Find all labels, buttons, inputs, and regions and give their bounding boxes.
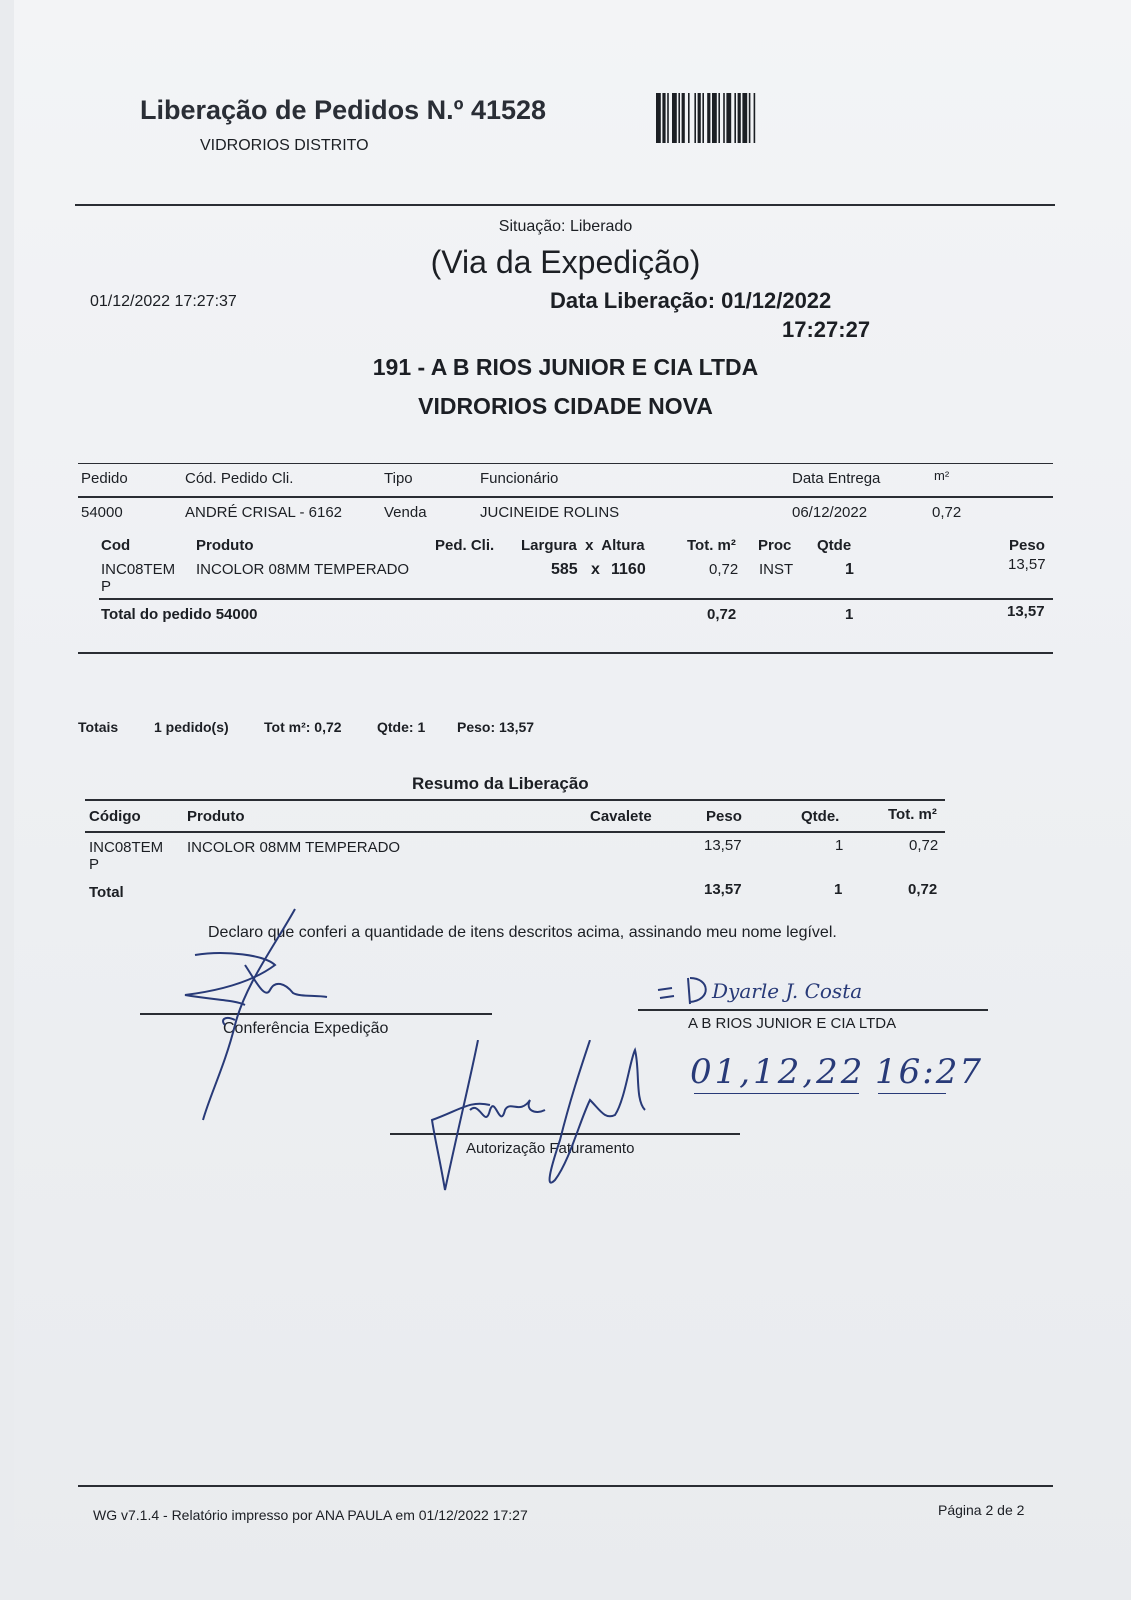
client-store: VIDRORIOS CIDADE NOVA (418, 393, 713, 419)
summary-total-peso: 13,57 (704, 881, 742, 898)
col-header-funcionario: Funcionário (480, 470, 559, 487)
status-label: Situação: Liberado (498, 218, 633, 235)
item-header-largura-altura: Largura x Altura (521, 537, 645, 554)
item-header-produto: Produto (196, 537, 254, 554)
totals-orders: 1 pedido(s) (154, 719, 229, 735)
delivery-date: 06/12/2022 (792, 504, 868, 521)
divider (78, 652, 1053, 654)
summary-peso: 13,57 (704, 837, 742, 854)
col-header-tipo: Tipo (384, 470, 413, 487)
client-signature-label: A B RIOS JUNIOR E CIA LTDA (688, 1015, 897, 1032)
footer-printed-by: WG v7.1.4 - Relatório impresso por ANA PAULA em 01/12/2022 17:27 (93, 1507, 528, 1523)
print-datetime: 01/12/2022 17:27:37 (90, 293, 237, 310)
divider (78, 1485, 1053, 1487)
declaration-text: Declaro que conferi a quantidade de itens descritos acima, assinando meu nome legível. (208, 924, 837, 941)
summary-tot-m2: 0,72 (909, 837, 939, 854)
document-title: Liberação de Pedidos N.º 41528 (140, 95, 547, 125)
summary-code-cont: P (89, 856, 100, 873)
summary-header-produto: Produto (187, 808, 245, 825)
summary-product: INCOLOR 08MM TEMPERADO (187, 839, 401, 856)
client-handwritten-name: Dyarle J. Costa (712, 979, 863, 1003)
item-x: x (591, 561, 600, 578)
item-tot-m2: 0,72 (709, 561, 739, 578)
summary-header-tot-m2: Tot. m² (888, 806, 937, 823)
summary-title: Resumo da Liberação (412, 774, 589, 793)
item-header-qtde: Qtde (817, 537, 852, 554)
summary-header-qtde: Qtde. (801, 808, 840, 825)
barcode-icon (656, 93, 826, 143)
client-name: 191 - A B RIOS JUNIOR E CIA LTDA (372, 354, 759, 380)
handwritten-time: 16:27 (875, 1052, 983, 1092)
totals-m2: Tot m²: 0,72 (264, 719, 342, 735)
order-total-label: Total do pedido 54000 (101, 606, 258, 623)
item-header-peso: Peso (1009, 537, 1045, 554)
order-total-peso: 13,57 (1007, 603, 1045, 620)
totals-qtde: Qtde: 1 (377, 719, 426, 735)
summary-total-tot-m2: 0,72 (908, 881, 938, 898)
summary-code: INC08TEM (89, 839, 164, 856)
item-code-cont: P (101, 578, 112, 595)
footer-page: Página 2 de 2 (938, 1502, 1025, 1518)
item-header-ped-cli: Ped. Cli. (435, 537, 495, 554)
item-peso: 13,57 (1008, 556, 1046, 573)
summary-header-peso: Peso (706, 808, 742, 825)
handwritten-date: 01,12,22 (690, 1052, 866, 1092)
item-width: 585 (551, 561, 578, 578)
item-header-proc: Proc (758, 537, 792, 554)
conferencia-label: Conferência Expedição (223, 1020, 389, 1037)
col-header-cod-pedido-cli: Cód. Pedido Cli. (185, 470, 294, 487)
divider (78, 496, 1053, 498)
order-total-m2: 0,72 (707, 606, 737, 623)
autorizacao-label: Autorização Faturamento (466, 1140, 635, 1157)
totals-peso: Peso: 13,57 (457, 719, 535, 735)
summary-header-codigo: Código (89, 808, 141, 825)
item-header-tot-m2: Tot. m² (687, 537, 736, 554)
release-time: 17:27:27 (782, 317, 871, 342)
item-qtde: 1 (845, 561, 854, 578)
handwritten-date-underline (694, 1093, 859, 1094)
summary-header-cavalete: Cavalete (590, 808, 652, 825)
handwritten-time-underline (878, 1093, 946, 1094)
item-code: INC08TEM (101, 561, 176, 578)
item-product: INCOLOR 08MM TEMPERADO (196, 561, 410, 578)
copy-type: (Via da Expedição) (430, 244, 701, 280)
item-header-cod: Cod (101, 537, 131, 554)
order-number: 54000 (81, 504, 123, 521)
col-header-m2: m² (934, 468, 950, 483)
summary-total-qtde: 1 (834, 881, 843, 898)
order-type: Venda (384, 504, 427, 521)
company-name: VIDRORIOS DISTRITO (200, 137, 369, 154)
col-header-pedido: Pedido (81, 470, 128, 487)
release-date: Data Liberação: 01/12/2022 (550, 288, 832, 313)
summary-total-label: Total (89, 884, 124, 901)
client-order-code: ANDRÉ CRISAL - 6162 (185, 504, 343, 521)
divider (75, 204, 1055, 206)
employee: JUCINEIDE ROLINS (480, 504, 620, 521)
divider (78, 463, 1053, 464)
totals-label: Totais (78, 719, 119, 735)
divider (85, 831, 945, 833)
item-height: 1160 (611, 561, 646, 578)
item-proc: INST (759, 561, 794, 578)
divider (99, 598, 1053, 600)
summary-qtde: 1 (835, 837, 844, 854)
order-m2: 0,72 (932, 504, 962, 521)
order-total-qtde: 1 (845, 606, 854, 623)
divider (85, 799, 945, 801)
col-header-data-entrega: Data Entrega (792, 470, 881, 487)
